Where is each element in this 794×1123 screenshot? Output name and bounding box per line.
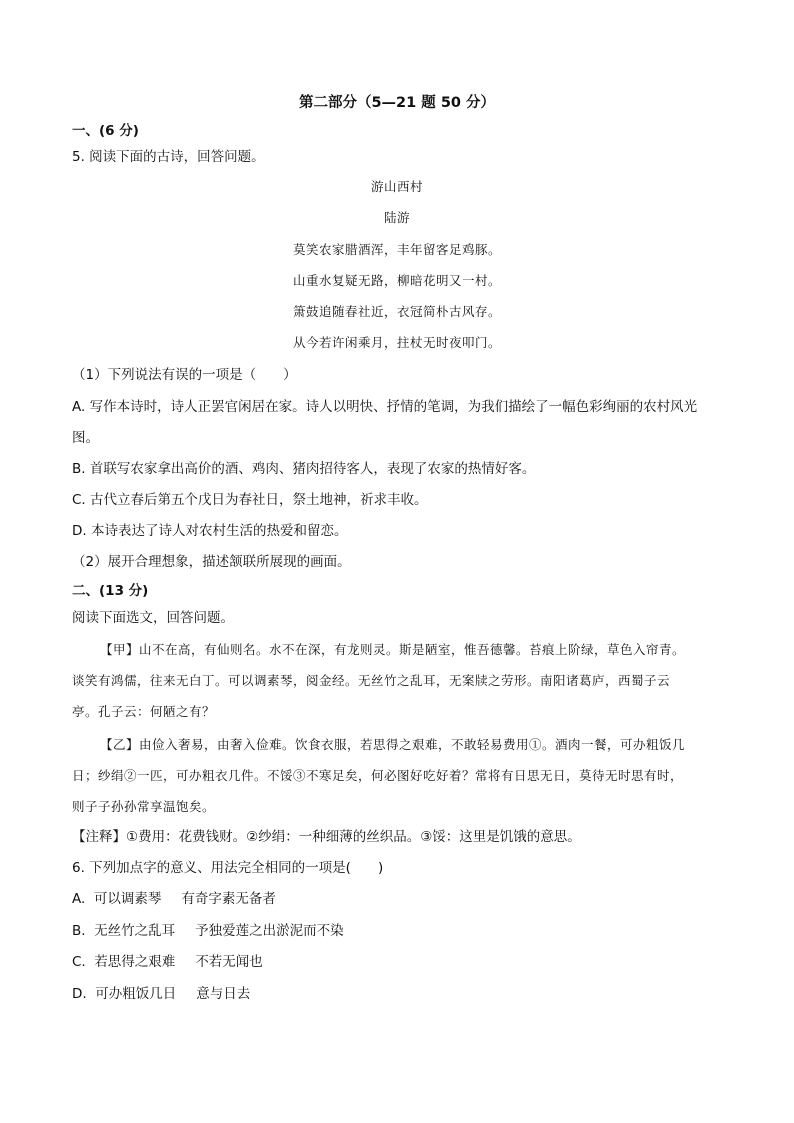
option-letter: A. — [72, 891, 86, 907]
poem-author: 陆游 — [383, 210, 410, 225]
option-a-line-2: 图。 — [72, 430, 99, 446]
poem-line: 山重水复疑无路，柳暗花明又一村。 — [292, 273, 501, 288]
option-letter: C. — [72, 954, 86, 970]
sub-question-2: （2）展开合理想象，描述颔联所展现的画面。 — [72, 554, 351, 570]
passage-yi-line: 日；纱绢②一匹，可办粗衣几件。不馁③不寒足矣，何必图好吃好着？常将有日思无日，莫待无时思有时， — [72, 768, 684, 783]
sub-question-1: （1）下列说法有误的一项是（ ） — [72, 367, 297, 383]
option-right-phrase: 意与日去 — [196, 986, 251, 1002]
section-2-heading: 二、(13 分) — [72, 583, 149, 599]
poem-line: 莫笑农家腊酒浑，丰年留客足鸡豚。 — [292, 242, 501, 257]
passage-yi-line: 【乙】由俭入奢易，由奢入俭难。饮食衣服，若思得之艰难，不敢轻易费用①。酒肉一餐，可办粗饭几 — [100, 737, 686, 752]
part-title: 第二部分（5—21 题 50 分） — [298, 95, 496, 111]
q6-option-b — [72, 921, 344, 941]
passage-jia-line: 【甲】山不在高，有仙则名。水不在深，有龙则灵。斯是陋室，惟吾德馨。苔痕上阶绿，草色入帘青。 — [100, 642, 686, 657]
option-c: C. 古代立春后第五个戊日为春社日，祭土地神，祈求丰收。 — [72, 492, 428, 508]
option-a-line-1: A. 写作本诗时，诗人正罢官闲居在家。诗人以明快、抒情的笔调，为我们描绘了一幅色彩绚丽的农村风光 — [72, 399, 698, 415]
q6-option-d — [72, 984, 250, 1004]
poem-line: 从今若许闲乘月，拄杖无时夜叩门。 — [292, 335, 501, 350]
q6-option-a — [72, 889, 276, 909]
poem-line: 箫鼓追随春社近，衣冠简朴古风存。 — [292, 304, 501, 319]
option-right-phrase: 予独爱莲之出淤泥而不染 — [195, 923, 344, 939]
passage-jia-line: 亭。孔子云：何陋之有？ — [72, 704, 216, 719]
option-left-phrase: 可以调素琴 — [93, 891, 162, 907]
option-d: D. 本诗表达了诗人对农村生活的热爱和留恋。 — [72, 523, 348, 539]
option-letter: B. — [72, 923, 86, 939]
option-letter: D. — [72, 986, 87, 1002]
option-right-phrase: 有奇字素无备者 — [181, 891, 276, 907]
passage-yi-line: 则子子孙孙常享温饱矣。 — [72, 799, 216, 814]
question-6-prompt: 6. 下列加点字的意义、用法完全相同的一项是( ) — [72, 860, 384, 876]
section-1-heading: 一、(6 分) — [72, 123, 139, 139]
poem-title: 游山西村 — [370, 179, 423, 194]
option-left-phrase: 可办粗饭几日 — [95, 986, 177, 1002]
option-b: B. 首联写农家拿出高价的酒、鸡肉、猪肉招待客人，表现了农家的热情好客。 — [72, 461, 536, 477]
question-5-prompt: 5. 阅读下面的古诗，回答问题。 — [72, 149, 265, 165]
option-left-phrase: 无丝竹之乱耳 — [94, 923, 176, 939]
option-right-phrase: 不若无闻也 — [195, 954, 263, 970]
annotation-notes: 【注释】①费用：花费钱财。②纱绢：一种细薄的丝织品。③馁：这里是饥饿的意思。 — [72, 829, 581, 845]
q6-option-c — [72, 952, 263, 972]
passage-jia-line: 谈笑有鸿儒，往来无白丁。可以调素琴，阅金经。无丝竹之乱耳，无案牍之劳形。南阳诸葛庐，西蜀子云 — [72, 673, 671, 688]
option-left-phrase: 若思得之艰难 — [94, 954, 176, 970]
section-2-prompt: 阅读下面选文，回答问题。 — [72, 610, 234, 626]
